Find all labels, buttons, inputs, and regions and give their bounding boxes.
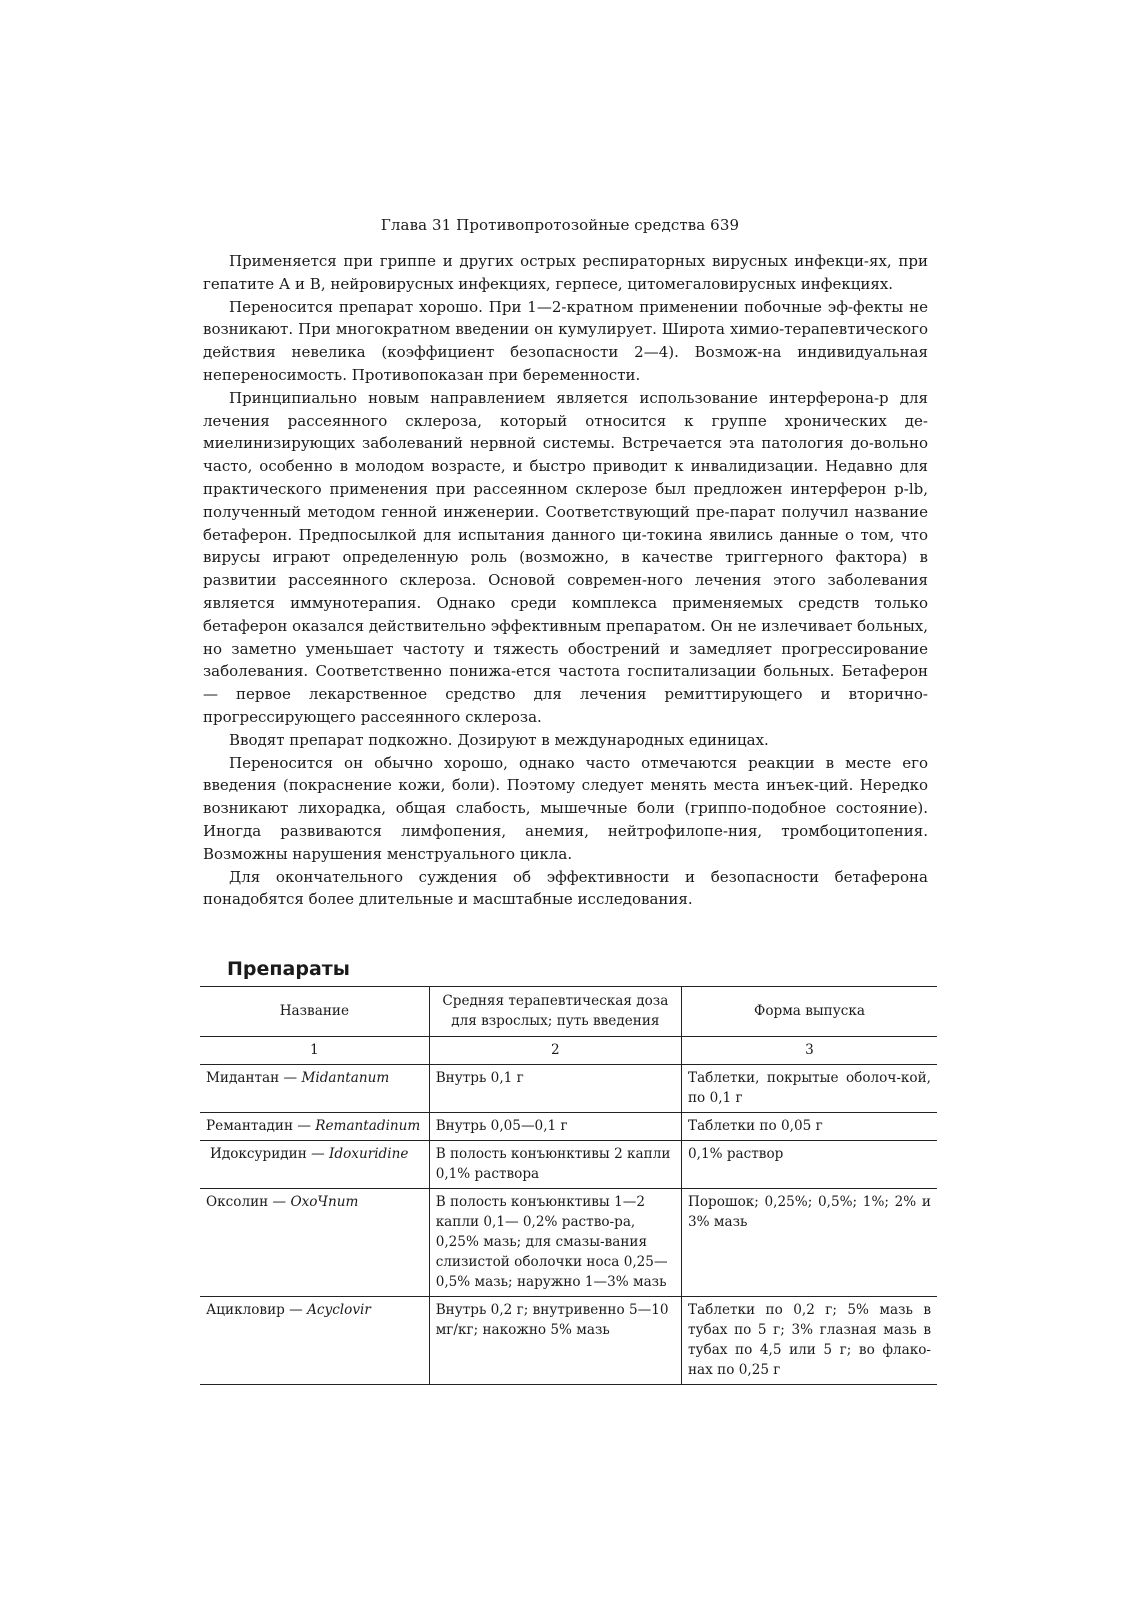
table-header-row xyxy=(200,987,937,1037)
dose-cell: Внутрь 0,1 г xyxy=(429,1065,681,1113)
dose-cell: Внутрь 0,2 г; внутривенно 5—10 мг/кг; накожно 5% мазь xyxy=(429,1297,681,1385)
paragraph: Переносится он обычно хорошо, однако часто отмечаются реакции в месте его введения (покраснение кожи, боли). Поэтому следует менять места инъек-ций. Нередко возникают лихорадка, общая слабость, мышечные боли (гриппо-подобное состояние). Иногда развиваются лимфопения, анемия, нейтрофилопе-ния, тромбоцитопения. Возможны нарушения менструального цикла. xyxy=(203,753,928,863)
table-row xyxy=(200,1141,937,1189)
drug-name-ru: Мидантан — xyxy=(206,1070,302,1086)
drug-name-latin: ОхоЧпит xyxy=(290,1194,359,1210)
form-cell: 0,1% раствор xyxy=(682,1141,938,1189)
paragraph: Применяется при гриппе и других острых респираторных вирусных инфекци-ях, при гепатите А и В, нейровирусных инфекциях, герпесе, цитомегаловирусных инфекциях. xyxy=(203,252,928,293)
drugs-table xyxy=(200,986,937,1385)
column-number: 1 xyxy=(200,1037,429,1065)
drug-name-latin: Remantadinum xyxy=(315,1118,421,1134)
dose-cell: В полость конъюнктивы 1—2 капли 0,1— 0,2% раство-ра, 0,25% мазь; для смазы-вания слизистой оболочки носа 0,25—0,5% мазь; наружно 1—3% мазь xyxy=(429,1189,681,1297)
drug-name-ru: Оксолин — xyxy=(206,1194,291,1210)
form-cell: Порошок; 0,25%; 0,5%; 1%; 2% и 3% мазь xyxy=(682,1189,938,1297)
dose-cell: В полость конъюнктивы 2 капли 0,1% раствора xyxy=(429,1141,681,1189)
column-header-form: Форма выпуска xyxy=(682,987,938,1037)
paragraph: Принципиально новым направлением является использование интерферона-р для лечения рассеянного склероза, который относится к группе хронических де-миелинизирующих заболеваний нервной системы. Встречается эта патология до-вольно часто, особенно в молодом возрасте, и быстро приводит к инвалидизации. Недавно для практического применения при рассеянном склерозе был предложен интерферон p-lb, полученный методом генной инженерии. Соответствующий пре-парат получил название бетаферон. Предпосылкой для испытания данного ци-токина явились данные о том, что вирусы играют определенную роль (возможно, в качестве триггерного фактора) в развитии рассеянного склероза. Основой современ-ного лечения этого заболевания является иммунотерапия. Однако среди комплекса применяемых средств только бетаферон оказался действительно эффективным препаратом. Он не излечивает больных, но заметно уменьшает частоту и тяжесть обострений и замедляет прогрессирование заболевания. Соответственно понижа-ется частота госпитализации больных. Бетаферон — первое лекарственное средство для лечения ремиттирующего и вторично-прогрессирующего рассеянного склероза. xyxy=(203,388,928,726)
running-head: Глава 31 Противопротозойные средства 639 xyxy=(380,216,740,234)
form-cell: Таблетки, покрытые оболоч-кой, по 0,1 г xyxy=(682,1065,938,1113)
table-row xyxy=(200,1189,937,1297)
table-row xyxy=(200,1065,937,1113)
column-number: 2 xyxy=(429,1037,681,1065)
column-header-dose: Средняя терапевтическая доза для взрослых; путь введения xyxy=(429,987,681,1037)
drug-name-ru: Ацикловир — xyxy=(206,1302,308,1318)
drug-name-cell xyxy=(200,1297,429,1385)
body-text xyxy=(203,250,928,911)
column-header-name: Название xyxy=(200,987,429,1037)
drug-name-cell xyxy=(200,1189,429,1297)
paragraph: Вводят препарат подкожно. Дозируют в международных единицах. xyxy=(229,730,769,749)
paragraph: Переносится препарат хорошо. При 1—2-кратном применении побочные эф-фекты не возникают. При многократном введении он кумулирует. Широта химио-терапевтического действия невелика (коэффициент безопасности 2—4). Возмож-на индивидуальная непереносимость. Противопоказан при беременности. xyxy=(203,297,928,384)
drug-name-ru: Идоксуридин — xyxy=(210,1146,330,1162)
drug-name-latin: Midantanum xyxy=(301,1070,390,1086)
drug-name-ru: Ремантадин — xyxy=(206,1118,316,1134)
paragraph: Для окончательного суждения об эффективности и безопасности бетаферона понадобятся более длительные и масштабные исследования. xyxy=(203,867,928,909)
drug-name-cell xyxy=(200,1113,429,1141)
drug-name-latin: Idoxuridine xyxy=(329,1146,409,1162)
drug-name-latin: Acyclovir xyxy=(307,1302,371,1318)
column-number: 3 xyxy=(682,1037,938,1065)
dose-cell: Внутрь 0,05—0,1 г xyxy=(429,1113,681,1141)
drug-name-cell xyxy=(200,1065,429,1113)
column-number-row xyxy=(200,1037,937,1065)
drug-name-cell xyxy=(200,1141,429,1189)
section-title: Препараты xyxy=(227,958,350,980)
table-row xyxy=(200,1297,937,1385)
form-cell: Таблетки по 0,05 г xyxy=(682,1113,938,1141)
form-cell: Таблетки по 0,2 г; 5% мазь в тубах по 5 г; 3% глазная мазь в тубах по 4,5 или 5 г; во флако-нах по 0,25 г xyxy=(682,1297,938,1385)
table-row xyxy=(200,1113,937,1141)
